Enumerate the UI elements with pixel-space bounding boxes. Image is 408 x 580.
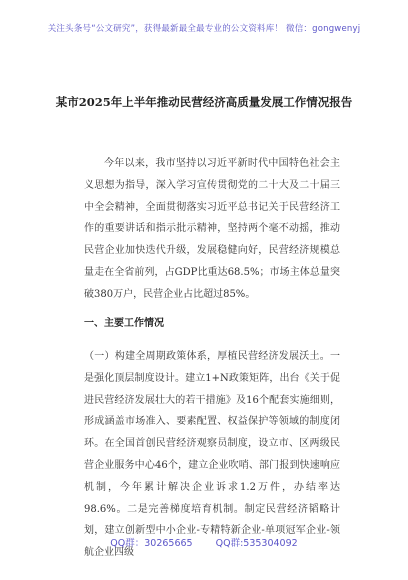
section-heading: 一、主要工作情况	[84, 318, 164, 329]
footer-qq-group-1: QQ群：30265665	[110, 538, 193, 549]
intro-paragraph: 今年以来，我市坚持以习近平新时代中国特色社会主义思想为指导，深入学习宣传贯彻党的二十大及二十届三中全会精神，全面贯彻落实习近平总书记关于民营经济工作的重要讲话和指示批示精神，坚持两个毫不动摇，推动民营企业加快迭代升级，发展稳健向好，民营经济规模总量走在全省前列，占GDP比重达68.5%；市场主体总量突破380万户，民营企业占比超过85%。	[84, 158, 340, 300]
footer	[0, 535, 408, 549]
section-paragraph: （一）构建全周期政策体系，厚植民营经济发展沃土。一是强化顶层制度设计。建立1+N政策矩阵，出台《关于促进民营经济发展壮大的若干措施》及16个配套实施细则，形成涵盖市场准入、要素配置、权益保护等领域的制度闭环。在全国首创民营经济观察员制度，设立市、区两级民营企业服务中心46个，建立企业吹哨、部门报到快速响应机制，今年累计解决企业诉求1.2万件，办结率达98.6%。二是完善梯度培育机制。制定民营经济韬略计划，建立创新型中小企业-专精特新企业-单项冠军企业-领航企业四级	[84, 351, 340, 559]
footer-qq-group-2: QQ群:535304092	[215, 538, 298, 549]
document-title: 某市2025年上半年推动民营经济高质量发展工作情况报告	[55, 95, 353, 109]
header-banner: 关注头条号“公文研究”，获得最新最全最专业的公文资料库！ 微信：gongwenyj	[47, 24, 361, 34]
